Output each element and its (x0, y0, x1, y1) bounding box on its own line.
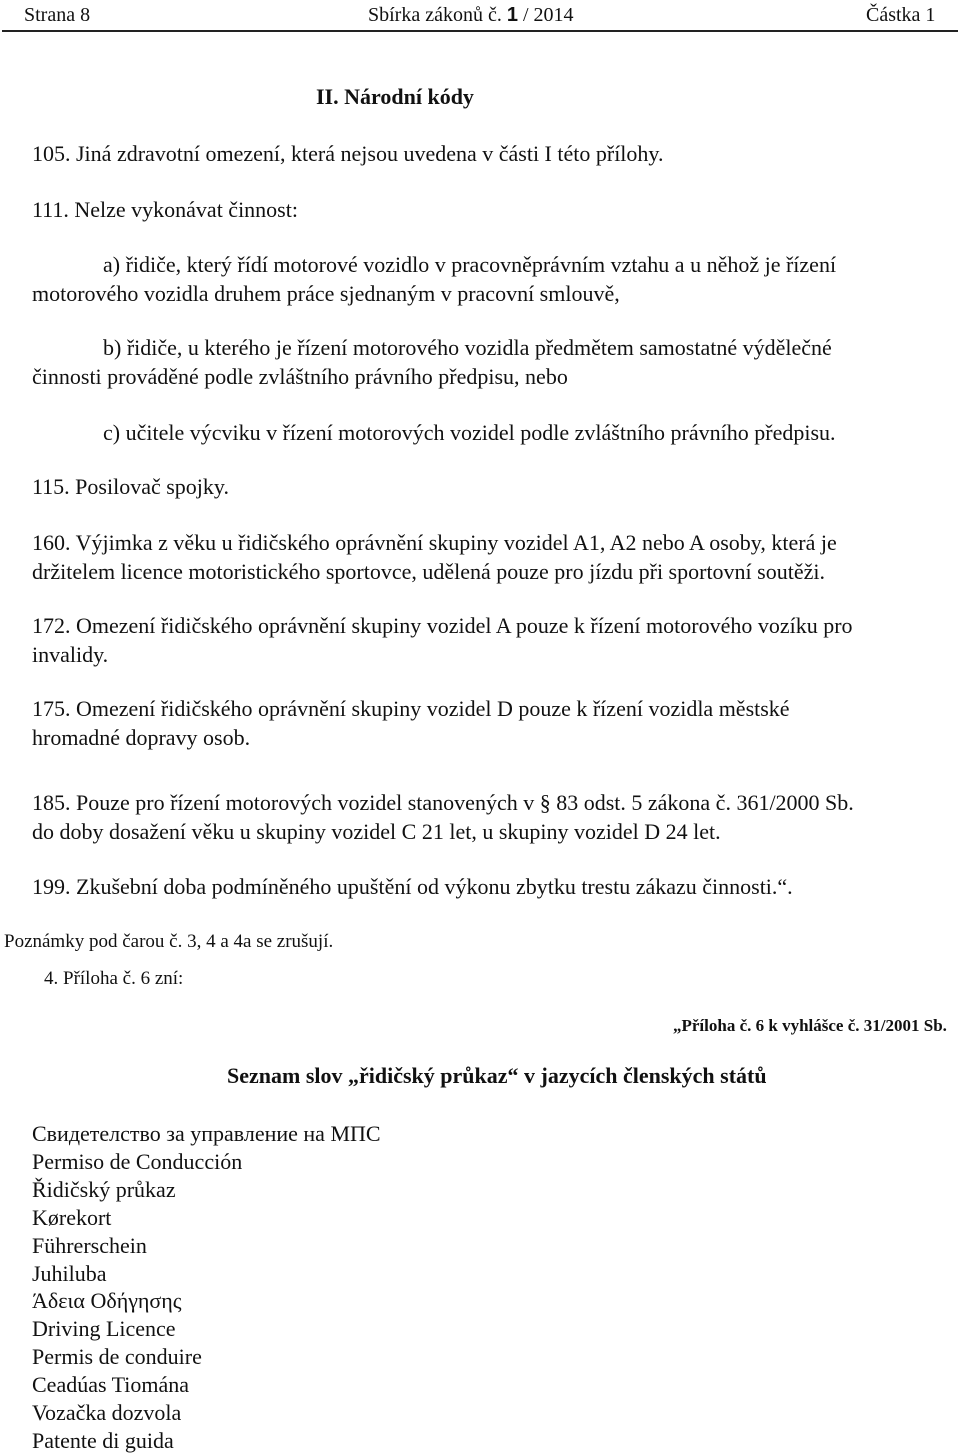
code-111-a-line1: a) řidiče, který řídí motorové vozidlo v pracovněprávním vztahu a u něhož je řízení (103, 252, 837, 277)
licence-term: Driving Licence (32, 1316, 176, 1341)
code-105: 105. Jiná zdravotní omezení, která nejsou uvedena v části I této přílohy. (32, 141, 664, 166)
code-175-line1: 175. Omezení řidičského oprávnění skupiny vozidel D pouze k řízení vozidla městské (32, 696, 790, 721)
code-172-line1: 172. Omezení řidičského oprávnění skupiny vozidel A pouze k řízení motorového vozíku pro (32, 613, 853, 638)
collection-year: / 2014 (522, 4, 574, 26)
licence-term: Свидетелство за управление на МПС (32, 1121, 381, 1146)
code-160-line1: 160. Výjimka z věku u řidičského oprávnění skupiny vozidel A1, A2 nebo A osoby, která je (32, 530, 837, 555)
code-175-line2: hromadné dopravy osob. (32, 725, 251, 750)
collection-prefix: Sbírka zákonů č. (368, 4, 502, 26)
annex-title: Seznam slov „řidičský průkaz“ v jazycích členských států (227, 1063, 767, 1088)
licence-term: Άδεια Οδήγησης (32, 1288, 182, 1313)
licence-term: Vozačka dozvola (32, 1400, 182, 1425)
licence-term: Juhiluba (32, 1261, 107, 1286)
licence-term: Führerschein (32, 1233, 147, 1258)
collection-title (368, 4, 574, 27)
code-111-a-line2: motorového vozidla druhem práce sjednaným v pracovní smlouvě, (32, 281, 620, 306)
licence-term: Ceadúas Tiomána (32, 1372, 190, 1397)
licence-term: Permis de conduire (32, 1344, 202, 1369)
code-199: 199. Zkušební doba podmíněného upuštění od výkonu zbytku trestu zákazu činnosti.“. (32, 874, 793, 899)
collection-number: 1 (506, 4, 518, 26)
code-185-line2: do doby dosažení věku u skupiny vozidel C 21 let, u skupiny vozidel D 24 let. (32, 819, 721, 844)
code-185-line1: 185. Pouze pro řízení motorových vozidel stanovených v § 83 odst. 5 zákona č. 361/2000 Sb. (32, 790, 854, 815)
licence-term: Kørekort (32, 1205, 112, 1230)
code-115: 115. Posilovač spojky. (32, 474, 229, 499)
code-172-line2: invalidy. (32, 642, 109, 667)
code-111-b-line2: činnosti prováděné podle zvláštního právního předpisu, nebo (32, 364, 568, 389)
point-4: 4. Příloha č. 6 zní: (44, 968, 184, 989)
section-title: II. Národní kódy (316, 84, 474, 109)
footnotes-note: Poznámky pod čarou č. 3, 4 a 4a se zrušují. (4, 931, 334, 952)
code-111: 111. Nelze vykonávat činnost: (32, 197, 298, 222)
part-number: Částka 1 (866, 4, 936, 26)
code-111-b-line1: b) řidiče, u kterého je řízení motorového vozidla předmětem samostatné výdělečné (103, 335, 832, 360)
code-111-c-line: c) učitele výcviku v řízení motorových vozidel podle zvláštního právního předpisu. (103, 420, 836, 445)
code-160-line2: držitelem licence motoristického sportovce, udělená pouze pro jízdu při sportovní soutěži. (32, 559, 825, 584)
header-rule (2, 30, 958, 32)
licence-term: Řidičský průkaz (32, 1177, 176, 1202)
licence-term: Permiso de Conducción (32, 1149, 243, 1174)
annex-reference: „Příloha č. 6 k vyhlášce č. 31/2001 Sb. (673, 1016, 947, 1035)
licence-term: Patente di guida (32, 1428, 174, 1453)
page-number: Strana 8 (24, 4, 91, 26)
